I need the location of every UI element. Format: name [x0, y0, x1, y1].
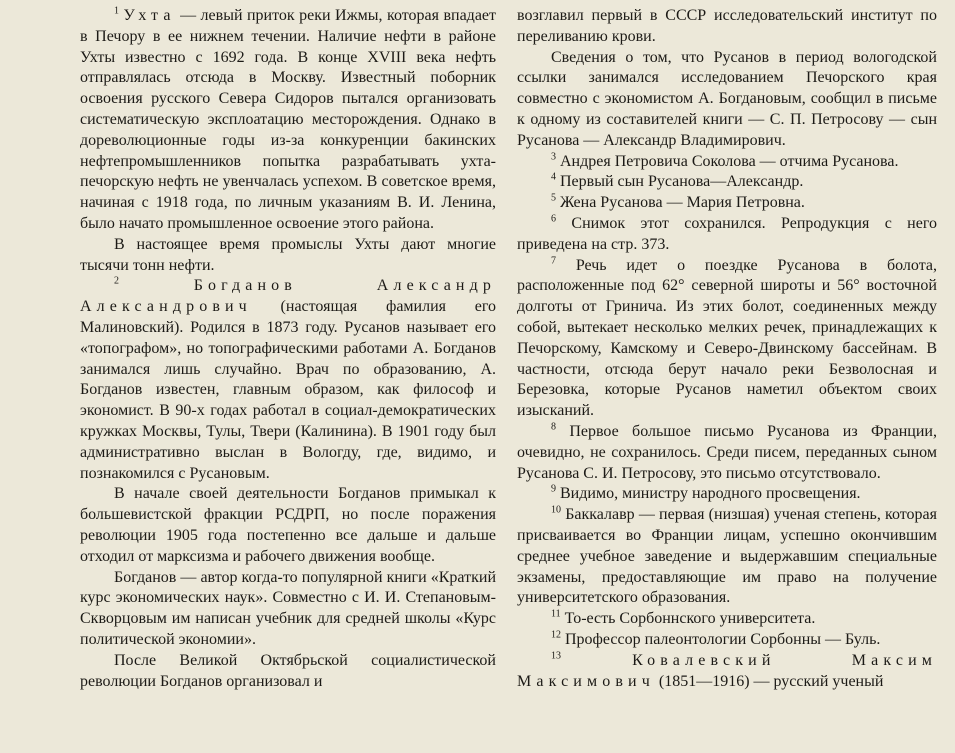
- footnote-number: 5: [551, 192, 556, 204]
- footnote-2: [80, 276, 496, 484]
- footnote-text: Снимок этот сохранился. Репродукция с него приведена на стр. 373.: [517, 214, 938, 253]
- spaced-term: Ухта: [123, 7, 176, 24]
- footnote-number: 7: [551, 255, 556, 267]
- paragraph: В начале своей деятельности Богданов примыкал к большевистской фракции РСДРП, но после поражения революции 1905 года постепенно все дальше и дальше отходил от марксизма и рабочего движения вообще.: [80, 485, 496, 565]
- footnote-number: 3: [551, 151, 556, 163]
- footnote-number: 1: [114, 5, 119, 17]
- footnote-5: [517, 193, 937, 214]
- footnote-7: [517, 256, 937, 422]
- footnote-3: [517, 152, 937, 173]
- spaced-term: Ковалевский Максим Максимович: [517, 651, 937, 690]
- footnote-12: [517, 630, 937, 651]
- footnote-text: Жена Русанова — Мария Петровна.: [560, 194, 805, 212]
- footnote-10: [517, 505, 937, 609]
- footnote-number: 9: [551, 484, 556, 495]
- footnote-text: Андрея Петровича Соколова — отчима Русанова.: [560, 152, 899, 170]
- footnote-9: [517, 484, 937, 505]
- footnote-1: [80, 6, 496, 235]
- footnote-11: [517, 609, 937, 630]
- right-column: [517, 6, 937, 692]
- paragraph: Сведения о том, что Русанов в период вологодской ссылки занимался исследованием Печорского края совместно с экономистом А. Богдановым, сообщил в письме к одному из составителей книги — С. П. Петросову — сын Русанова — Александр Владимирович.: [517, 48, 937, 149]
- footnote-number: 11: [551, 608, 561, 620]
- footnote-number: 2: [114, 276, 119, 288]
- footnote-number: 12: [551, 629, 561, 641]
- footnote-text: Баккалавр — первая (низшая) ученая степень, которая присваивается во Франции лицам, успешно окончившим среднее учебное заведение и выдержавшим специальные экзамены, предоставляющие им право на получение университетского образования.: [517, 506, 937, 607]
- footnote-text: Первый сын Русанова—Александр.: [560, 173, 804, 191]
- footnote-text: То-есть Сорбоннского университета.: [564, 610, 816, 628]
- footnote-text: Профессор палеонтологии Сорбонны — Буль.: [565, 630, 881, 648]
- footnote-number: 10: [551, 504, 561, 516]
- paragraph: После Великой Октябрьской социалистической революции Богданов организовал и: [80, 651, 496, 690]
- footnote-number: 4: [551, 172, 556, 184]
- footnote-text: Речь идет о поездке Русанова в болота, расположенные под 62° северной широты и 56° восточной долготы от Гринича. Из этих болот, соединенных между собой, вытекает несколько мелких речек, принадлежащих к Печорскому, Камскому и Северо-Двинскому бассейнам. В частности, отсюда берут начало реки Безволосная и Березовка, которые Русанов наметил объектом своих изысканий.: [517, 256, 937, 420]
- footnote-text: Видимо, министру народного просвещения.: [560, 485, 861, 503]
- paragraph: Богданов — автор когда-то популярной книги «Краткий курс экономических наук». Совместно с И. И. Степановым-Скворцовым им написан учебник для средней школы «Курс политической экономии».: [80, 568, 496, 648]
- footnote-text: (1851—1916) — русский ученый: [658, 672, 884, 690]
- paragraph-continued: возглавил первый в СССР исследовательский институт по переливанию крови.: [517, 7, 937, 45]
- footnote-text: — левый приток реки Ижмы, которая впадает в Печору в ее нижнем течении. Наличие нефти в районе Ухты известно с 1692 года. В конце XVIII века нефть отправлялась отсюда в Москву. Известный поборник освоения русского Севера Сидоров пытался организовать систематическую эксплоатацию месторождения. Однако в дореволюционные годы из-за конкуренции бакинских нефтепромышленников попытка разрабатывать ухта-печорскую нефть не увенчалась успехом. В советское время, начиная с 1918 года, по личным указаниям В. И. Ленина, было начато промышленное освоение этого района.: [80, 7, 497, 232]
- footnote-text: (настоящая фамилия его Малиновский). Родился в 1873 году. Русанов называет его «топографом», но топографическими работами А. Богданов занимался лишь случайно. Врач по образованию, А. Богданов известен, главным образом, как философ и экономист. В 90-х годах работал в социал-демократических кружках Москвы, Тулы, Твери (Калинина). В 1901 году был административно выслан в Вологду, где, видимо, и познакомился с Русановым.: [80, 298, 496, 482]
- footnote-number: 6: [551, 213, 556, 225]
- footnote-text: Первое большое письмо Русанова из Франции, очевидно, не сохранилось. Среди писем, переданных сыном Русанова С. И. Петросову, это письмо отсутствовало.: [517, 422, 937, 482]
- left-column: [80, 6, 496, 692]
- footnote-6: [517, 214, 937, 256]
- footnote-4: [517, 172, 937, 193]
- paragraph: В настоящее время промыслы Ухты дают многие тысячи тонн нефти.: [80, 235, 496, 274]
- footnote-8: [517, 422, 937, 484]
- footnote-number: 13: [551, 650, 561, 662]
- spaced-term: Богданов Александр Александрович: [80, 277, 496, 316]
- footnote-13: [517, 651, 937, 693]
- footnote-number: 8: [551, 421, 556, 433]
